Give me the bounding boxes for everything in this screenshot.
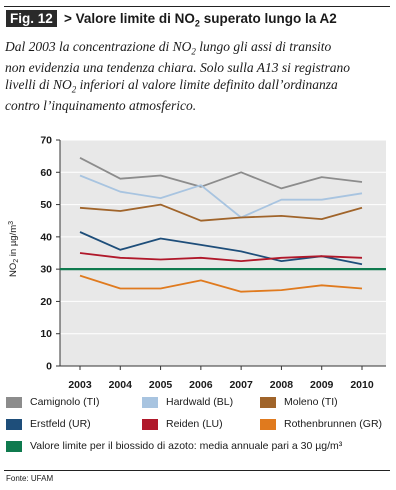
y-tick-label: 60 <box>40 166 52 179</box>
y-axis-label-base: NO <box>8 262 19 278</box>
legend-swatch <box>260 419 276 430</box>
caption-line-3b: inferiori al valore limite definito dall’ordinanza <box>76 76 338 92</box>
caption-line-1-sub: 2 <box>191 46 196 57</box>
legend-swatch <box>6 419 22 430</box>
y-axis-label <box>8 221 20 277</box>
source-note: Fonte: UFAM <box>6 474 54 483</box>
legend-item <box>260 396 338 408</box>
x-tick-label: 2008 <box>269 379 294 390</box>
legend-swatch <box>6 441 22 452</box>
legend-swatch <box>142 419 158 430</box>
legend-label: Reiden (LU) <box>166 418 223 430</box>
figure-title-suffix: superato lungo la A2 <box>199 11 337 26</box>
figure-title-sub: 2 <box>194 18 200 29</box>
no2-line-chart <box>0 128 396 390</box>
y-tick-label: 40 <box>40 231 52 244</box>
legend-swatch <box>142 397 158 408</box>
x-tick-label: 2009 <box>310 379 334 390</box>
x-tick-label: 2006 <box>189 379 213 390</box>
legend-swatch <box>260 397 276 408</box>
legend-item <box>260 418 382 430</box>
caption-line-1a: Dal 2003 la concentrazione di NO <box>5 39 192 54</box>
legend-label: Moleno (TI) <box>284 396 338 408</box>
y-tick-label: 70 <box>40 134 52 147</box>
x-tick-label: 2010 <box>350 379 374 390</box>
legend-label: Valore limite per il biossido di azoto: media annuale pari a 30 µg/m³ <box>30 440 343 452</box>
caption-line-3 <box>5 77 391 98</box>
legend-swatch <box>6 397 22 408</box>
y-axis-label-sub: 2 <box>13 258 20 263</box>
caption-line-3-sub: 2 <box>71 84 77 95</box>
x-tick-label: 2004 <box>108 379 132 390</box>
legend-label: Rothenbrunnen (GR) <box>284 418 383 430</box>
plot-area <box>60 140 386 366</box>
x-tick-label: 2005 <box>148 379 173 390</box>
legend-item <box>142 396 233 408</box>
figure-header <box>4 8 390 34</box>
y-tick-label: 20 <box>40 295 52 308</box>
y-axis-label-mid: in µg/m <box>8 224 19 259</box>
y-tick-label: 10 <box>40 328 52 341</box>
legend-item <box>142 418 223 430</box>
caption-line-2: non evidenzia una tendenza chiara. Solo sulla A13 si registrano <box>5 60 350 76</box>
legend-item <box>6 396 99 408</box>
y-tick-label: 50 <box>40 199 52 212</box>
figure-caption <box>5 39 391 114</box>
y-tick-label: 30 <box>40 263 52 276</box>
x-tick-label: 2007 <box>229 379 253 390</box>
bottom-rule <box>4 470 390 471</box>
legend-label: Hardwald (BL) <box>166 396 234 408</box>
figure-title-prefix: > Valore limite di NO <box>64 11 195 26</box>
x-tick-label: 2003 <box>68 379 92 390</box>
caption-line-3a: livelli di NO <box>5 76 72 92</box>
legend-item-reference <box>6 440 342 452</box>
caption-line-1b: lungo gli assi di transito <box>195 39 332 54</box>
figure-title <box>64 11 337 29</box>
caption-line-4: contro l’inquinamento atmosferico. <box>5 97 197 113</box>
legend-label: Camignolo (TI) <box>30 396 100 408</box>
figure-number: Fig. 12 <box>6 10 57 27</box>
top-rule <box>4 6 390 7</box>
y-axis-label-sup: 3 <box>8 220 15 225</box>
legend-item <box>6 418 91 430</box>
legend-label: Erstfeld (UR) <box>30 418 91 430</box>
y-tick-label: 0 <box>46 360 52 373</box>
caption-line-1 <box>5 39 391 60</box>
